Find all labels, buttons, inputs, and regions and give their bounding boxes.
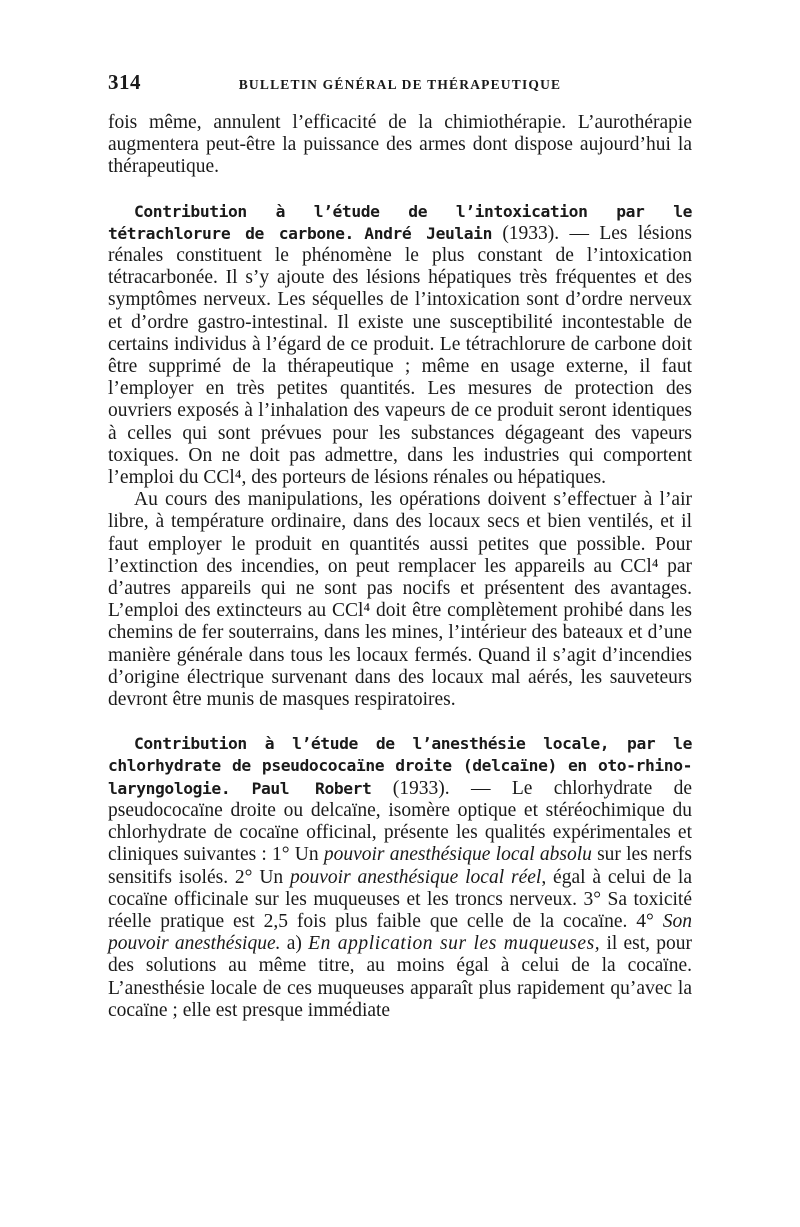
- article-2-text-1: Le chlorhydrate de pseudococaïne droite ou delcaïne, isomère optique et stéréochimique du chlorhydrate de cocaïne officinal, présente les qualités expérimentales et cliniques suivantes : 1° Un: [108, 777, 692, 866]
- article-1-body-1: Les lésions rénales constituent le phénomène le plus constant de l’intoxication tétracarbonée. Il s’y ajoute des lésions hépatiques très fréquentes et des symptômes nerveux. Les séquelles de l’intoxication sont d’ordre nerveux et d’ordre gastro-intestinal. Il existe une susceptibilité incontestable de certains individus à l’égard de ce produit. Le tétrachlorure de carbone doit être supprimé de la thérapeutique ; même en usage externe, il faut l’employer en très petites quantités. Les mesures de protection des ouvriers exposés à l’inhalation des vapeurs de ce produit seront identiques à celles qui sont prévues pour les substances dégageant des vapeurs toxiques. On ne doit pas admettre, dans les industries qui comportent l’emploi du CCl⁴, des porteurs de lésions rénales ou hépatiques.: [108, 222, 692, 489]
- article-2-paragraph: [108, 733, 692, 1022]
- journal-title: BULLETIN GÉNÉRAL DE THÉRAPEUTIQUE: [238, 77, 562, 92]
- article-1-title: Contribution à l’étude de l’intoxication par le tétrachlorure de carbone.: [108, 201, 692, 243]
- article-2-italic-4: En application sur les muqueuses,: [308, 933, 601, 955]
- continuation-paragraph: fois même, annulent l’efficacité de la chimiothérapie. L’aurothérapie augmentera peut-être la puissance des armes dont dispose aujourd’hui la thérapeutique.: [108, 112, 692, 178]
- article-1-paragraph-1: [108, 201, 692, 490]
- article-1-year: (1933). —: [491, 222, 600, 244]
- running-head: [108, 70, 692, 100]
- article-2-text-5: il est, pour des solutions au même titre, au moins égal à celui de la cocaïne. L’anesthésie locale de ces muqueuses apparaît plus rapidement qu’avec la cocaïne ; elle est presque immédiate: [108, 933, 692, 1021]
- article-2-text-2: sur les nerfs sensitifs isolés. 2° Un: [108, 844, 692, 888]
- article-1-author: André Jeulain: [364, 223, 492, 243]
- page-number: 314: [108, 70, 141, 94]
- article-2-text-4: a): [280, 933, 309, 955]
- article-2-author: Paul Robert: [251, 778, 372, 798]
- article-1-paragraph-2: Au cours des manipulations, les opérations doivent s’effectuer à l’air libre, à température ordinaire, dans des locaux secs et bien ventilés, et il faut employer le produit en quantités aussi petites que possible. Pour l’extinction des incendies, on peut remplacer les appareils au CCl⁴ par d’autres appareils qui ne sont pas nocifs et présentent des avantages. L’emploi des extincteurs au CCl⁴ doit être complètement prohibé dans les chemins de fer souterrains, dans les mines, l’intérieur des bateaux et d’une manière générale dans tous les locaux fermés. Quand il s’agit d’incendies d’origine électrique survenant dans des locaux mal aérés, les sauveteurs devront être munis de masques respiratoires.: [108, 489, 692, 711]
- article-2-year: (1933). —: [371, 777, 512, 799]
- article-2-italic-1: pouvoir anesthésique local absolu: [323, 844, 592, 866]
- article-2-text-3: , égal à celui de la cocaïne officinale sur les muqueuses et les troncs nerveux. 3° Sa toxicité réelle pratique est 2,5 fois plus faible que celle de la cocaïne. 4°: [108, 866, 692, 932]
- article-2-title: Contribution à l’étude de l’anesthésie locale, par le chlorhydrate de pseudococaïne droite (delcaïne) en oto-rhino-laryngologie.: [108, 734, 692, 798]
- article-2-italic-2: pouvoir anesthésique local réel: [290, 866, 542, 888]
- article-delcaine: [108, 733, 692, 1022]
- page: [108, 70, 692, 1022]
- article-tetrachlorure: [108, 201, 692, 712]
- article-2-italic-3: Son pouvoir anesthésique.: [108, 910, 692, 955]
